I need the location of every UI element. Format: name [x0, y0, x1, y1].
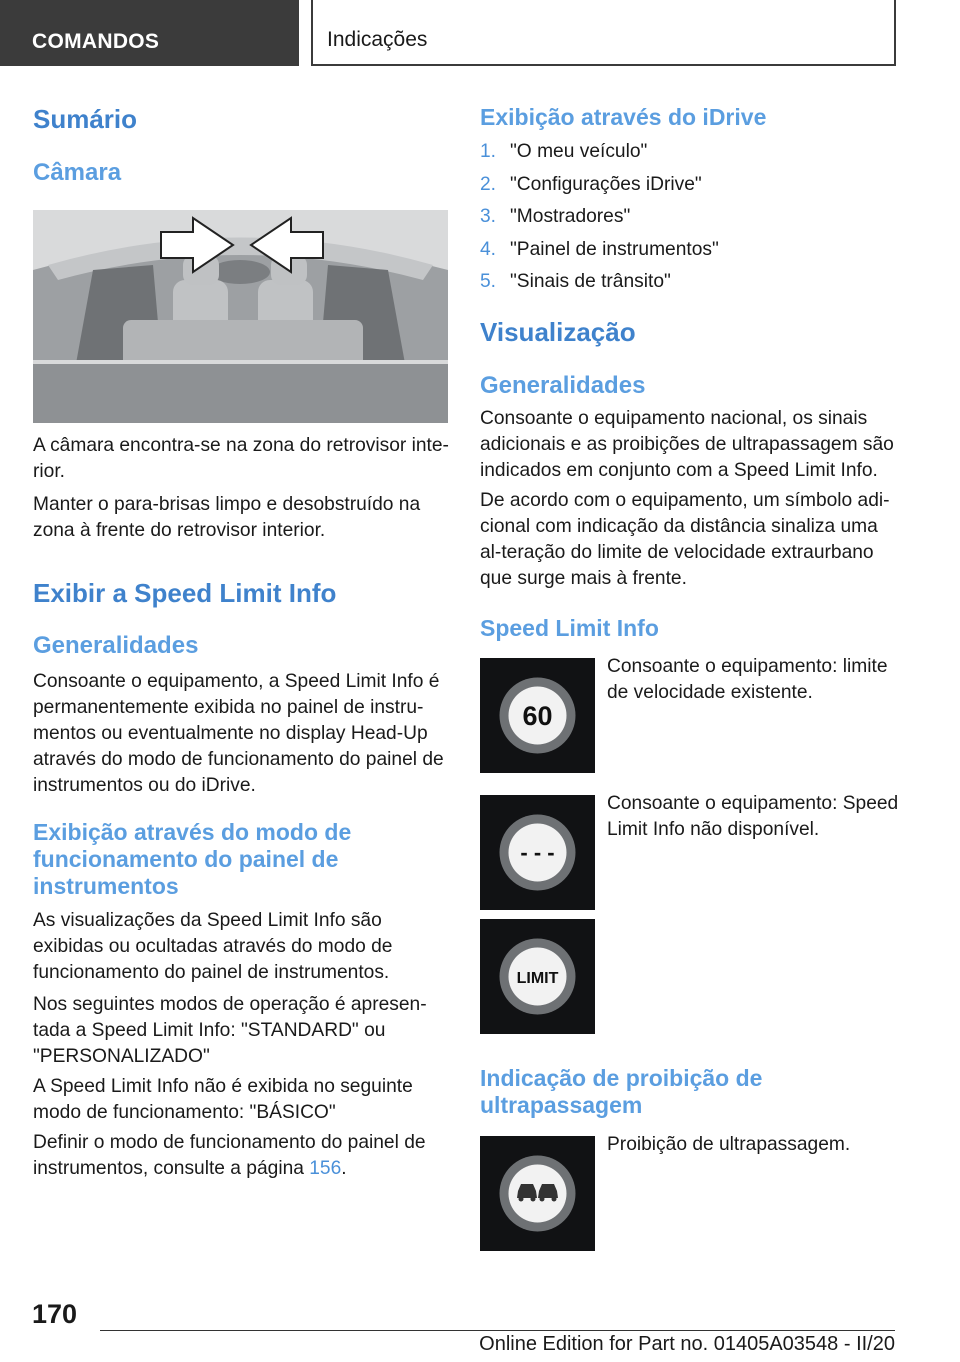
- cluster-mode-text-4: [33, 1130, 451, 1182]
- idrive-heading: Exibição através do iDrive: [480, 104, 767, 130]
- step-label: "O meu veículo": [510, 141, 648, 162]
- cluster-mode-text-3: A Speed Limit Info não é exibida no seguinte modo de funcionamento: "BÁSICO": [33, 1076, 413, 1123]
- visualization-general-heading: Generalidades: [480, 372, 646, 399]
- step-number: 1.: [480, 141, 497, 162]
- camera-location-photo: [33, 210, 448, 423]
- page-number: 170: [32, 1299, 78, 1329]
- visualization-heading: Visualização: [480, 317, 636, 347]
- general-heading: Generalidades: [33, 632, 199, 659]
- sign-60-description: Consoante o equipamento: limite de velocidade existente.: [607, 656, 888, 703]
- summary-heading: Sumário: [33, 104, 138, 134]
- step-label: "Painel de instrumentos": [510, 238, 719, 260]
- header-chapter-label: Indicações: [327, 28, 428, 51]
- step-label: "Sinais de trânsito": [510, 271, 671, 292]
- sign-limit-value: LIMIT: [516, 970, 559, 987]
- sign-dash-description: Consoante o equipamento: Speed Limit Info não disponível.: [607, 793, 899, 840]
- list-item: [480, 139, 900, 172]
- footer-divider: [100, 1330, 895, 1331]
- header-section-label: COMANDOS: [32, 30, 160, 53]
- cluster-mode-text-2: Nos seguintes modos de operação é apresen-tada a Speed Limit Info: "STANDARD" ou "PERSONALIZADO": [33, 994, 427, 1067]
- step-number: 5.: [480, 271, 497, 292]
- list-item: [480, 269, 900, 302]
- cluster-mode-text-4-prefix: Definir o modo de funcionamento do painel de instrumentos, consulte a página: [33, 1132, 426, 1179]
- list-item: [480, 172, 900, 205]
- speed-limit-end-sign: [480, 919, 595, 1034]
- camera-text-location: A câmara encontra-se na zona do retrovisor inte-rior.: [33, 435, 449, 482]
- visualization-text-1: Consoante o equipamento nacional, os sinais adicionais e as proibições de ultrapassagem são indicados em conjunto com a Speed Limit Info.: [480, 408, 894, 481]
- speed-limit-unavailable-sign: [480, 795, 595, 910]
- header-section-tab: [0, 0, 299, 66]
- overtaking-ban-description: Proibição de ultrapassagem.: [607, 1134, 851, 1155]
- speed-limit-info-heading: Speed Limit Info: [480, 615, 659, 641]
- footer-edition: Online Edition for Part no. 01405A03548 - II/20: [479, 1333, 895, 1355]
- visualization-text-2: De acordo com o equipamento, um símbolo adi-cional com indicação da distância sinaliza uma al-teração do limite de velocidade extraurbano que surge mais à frente.: [480, 490, 890, 589]
- camera-text-clean: Manter o para-brisas limpo e desobstruído na zona à frente do retrovisor interior.: [33, 494, 421, 541]
- general-text: Consoante o equipamento, a Speed Limit Info é permanentemente exibida no painel de instru-mentos ou eventualmente no display Head-Up através do modo de funcionamento do painel de instrumentos ou do iDrive.: [33, 671, 444, 796]
- overtaking-ban-sign: [480, 1136, 595, 1251]
- speed-limit-60-sign: [480, 658, 595, 773]
- display-speed-limit-heading: Exibir a Speed Limit Info: [33, 578, 337, 608]
- step-number: 2.: [480, 173, 497, 195]
- cluster-mode-text-1: As visualizações da Speed Limit Info são exibidas ou ocultadas através do modo de funcionamento do painel de instrumentos.: [33, 910, 393, 983]
- camera-heading: Câmara: [33, 159, 122, 186]
- sign-60-value: 60: [522, 701, 553, 731]
- idrive-steps-list: [480, 139, 900, 302]
- step-number: 3.: [480, 206, 497, 227]
- list-item: [480, 204, 900, 237]
- step-label: "Mostradores": [510, 206, 631, 227]
- page-reference-link[interactable]: 156: [309, 1158, 342, 1179]
- header-chapter-tab: [311, 0, 896, 66]
- sign-dash-value: - - -: [520, 840, 555, 865]
- cluster-mode-heading: Exibição através do modo de funcionamento do painel de instrumentos: [33, 819, 352, 899]
- step-number: 4.: [480, 238, 497, 260]
- step-label: "Configurações iDrive": [510, 173, 702, 195]
- overtaking-ban-heading: Indicação de proibição de ultrapassagem: [480, 1065, 763, 1118]
- cluster-mode-text-4-suffix: .: [341, 1158, 347, 1179]
- list-item: [480, 237, 900, 270]
